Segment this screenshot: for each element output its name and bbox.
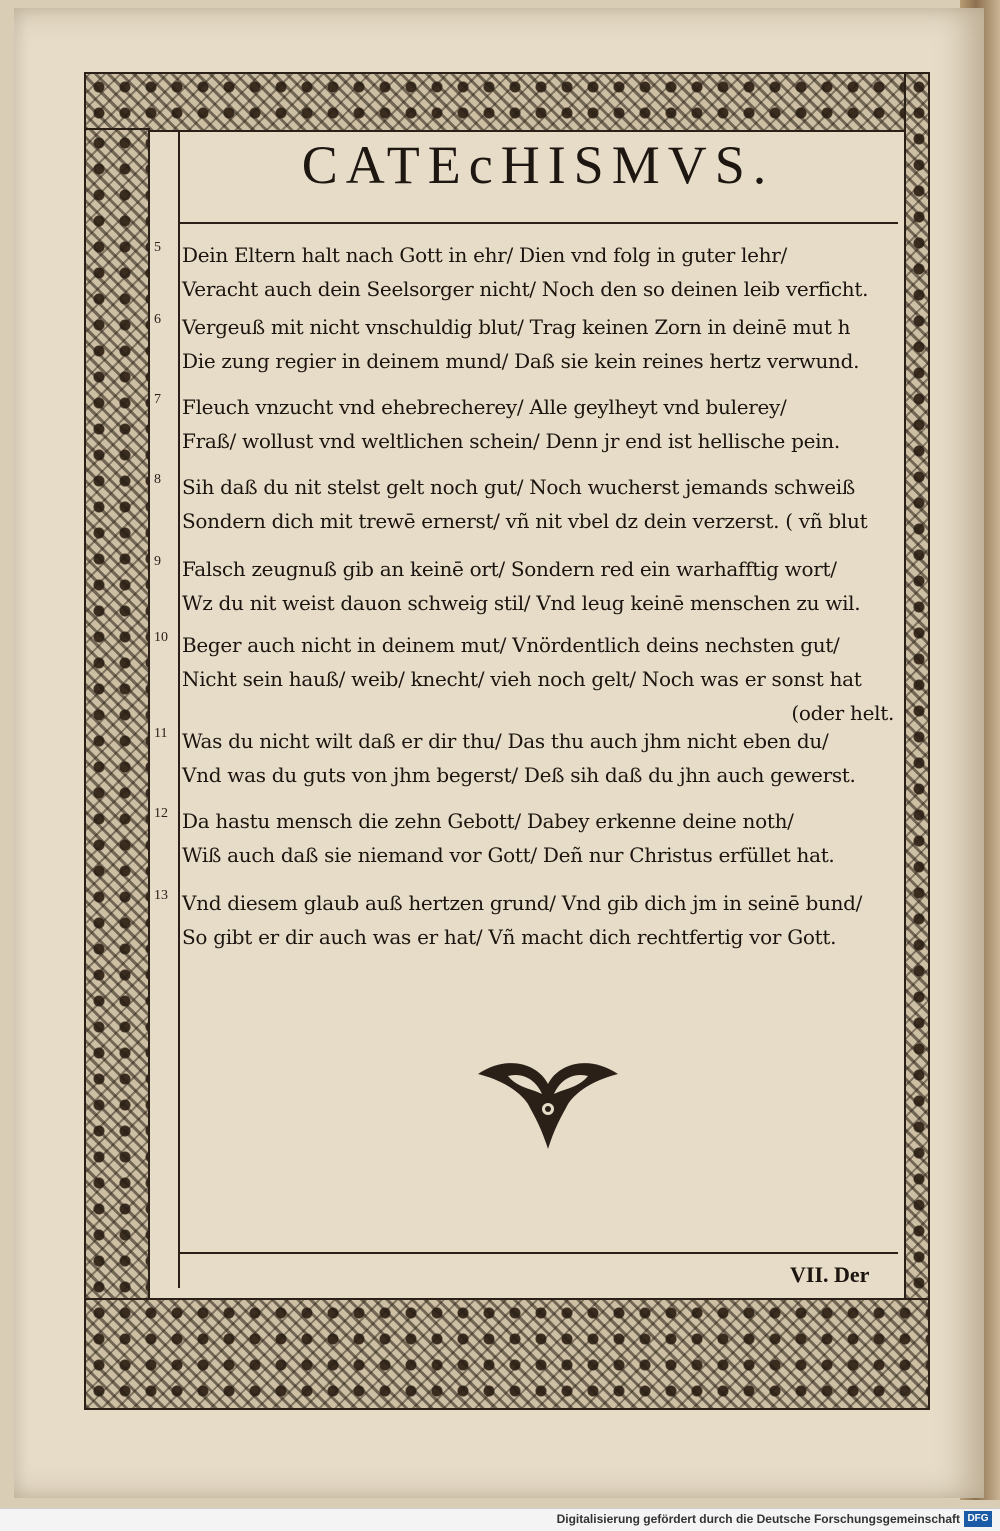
verse-line: Sondern dich mit trewē ernerst/ vñ nit vbel dz dein verzerst. ( vñ blut bbox=[182, 509, 868, 533]
ornamental-border-right bbox=[904, 72, 930, 1300]
verse-number: 11 bbox=[154, 726, 168, 741]
verse-line: Fleuch vnzucht vnd ehebrecherey/ Alle geylheyt vnd bulerey/ bbox=[182, 395, 787, 419]
verse-number: 8 bbox=[154, 472, 161, 487]
verse-line: Vnd was du guts von jhm begerst/ Deß sih daß du jhn auch gewerst. bbox=[182, 763, 856, 787]
verse-line: Da hastu mensch die zehn Gebott/ Dabey erkenne deine noth/ bbox=[182, 809, 794, 833]
verse-number: 5 bbox=[154, 240, 161, 255]
verse-6 bbox=[154, 310, 902, 378]
page-title: CATEcHISMVS. bbox=[301, 135, 775, 195]
verse-line: Dein Eltern halt nach Gott in ehr/ Dien vnd folg in guter lehr/ bbox=[182, 243, 787, 267]
verse-number: 13 bbox=[154, 888, 168, 903]
funding-text: Digitalisierung gefördert durch die Deutsche Forschungsgemeinschaft bbox=[556, 1512, 960, 1526]
verse-13 bbox=[154, 886, 902, 954]
verse-line: Sih daß du nit stelst gelt noch gut/ Noch wucherst jemands schweiß bbox=[182, 475, 855, 499]
verse-number: 12 bbox=[154, 806, 168, 821]
verse-10 bbox=[154, 628, 902, 730]
catchword: VII. Der bbox=[790, 1262, 870, 1287]
title-rule bbox=[178, 222, 898, 224]
verse-5 bbox=[154, 238, 902, 306]
verse-line: Vnd diesem glaub auß hertzen grund/ Vnd gib dich jm in seinē bund/ bbox=[182, 891, 863, 915]
footer-rule bbox=[178, 1252, 898, 1254]
verse-line: Vergeuß mit nicht vnschuldig blut/ Trag keinen Zorn in deinē mut h bbox=[182, 315, 851, 339]
verse-line: Beger auch nicht in deinem mut/ Vnördentlich deins nechsten gut/ bbox=[182, 633, 840, 657]
verse-number: 9 bbox=[154, 554, 161, 569]
verse-12 bbox=[154, 804, 902, 872]
verse-line: Wz du nit weist dauon schweig stil/ Vnd leug keinē menschen zu wil. bbox=[182, 591, 861, 615]
ornamental-border-bottom bbox=[84, 1298, 930, 1410]
verse-line: Die zung regier in deinem mund/ Daß sie kein reines hertz verwund. bbox=[182, 349, 860, 373]
ornamental-border-top bbox=[84, 72, 908, 132]
dfg-logo: DFG bbox=[964, 1511, 992, 1527]
verse-number: 6 bbox=[154, 312, 161, 327]
verse-line: Veracht auch dein Seelsorger nicht/ Noch den so deinen leib verficht. bbox=[182, 277, 869, 301]
verse-8 bbox=[154, 470, 902, 538]
funding-footer bbox=[0, 1508, 1000, 1531]
verse-11 bbox=[154, 724, 902, 792]
verse-7 bbox=[154, 390, 902, 458]
verse-line: Wiß auch daß sie niemand vor Gott/ Deñ nur Christus erfüllet hat. bbox=[182, 843, 835, 867]
verse-number: 10 bbox=[154, 630, 168, 645]
fleuron-ornament-icon bbox=[468, 1054, 628, 1154]
verse-9 bbox=[154, 552, 902, 620]
verse-line: Nicht sein hauß/ weib/ knecht/ vieh noch gelt/ Noch was er sonst hat bbox=[182, 667, 862, 691]
verse-line: Falsch zeugnuß gib an keinē ort/ Sondern red ein warhafftig wort/ bbox=[182, 557, 837, 581]
verse-line: Fraß/ wollust vnd weltlichen schein/ Denn jr end ist hellische pein. bbox=[182, 429, 840, 453]
verse-line: (oder helt. bbox=[791, 701, 894, 725]
verse-number: 7 bbox=[154, 392, 161, 407]
ornamental-border-left bbox=[84, 128, 150, 1300]
verse-line: So gibt er dir auch was er hat/ Vñ macht dich rechtfertig vor Gott. bbox=[182, 925, 837, 949]
verse-line: Was du nicht wilt daß er dir thu/ Das thu auch jhm nicht eben du/ bbox=[182, 729, 829, 753]
